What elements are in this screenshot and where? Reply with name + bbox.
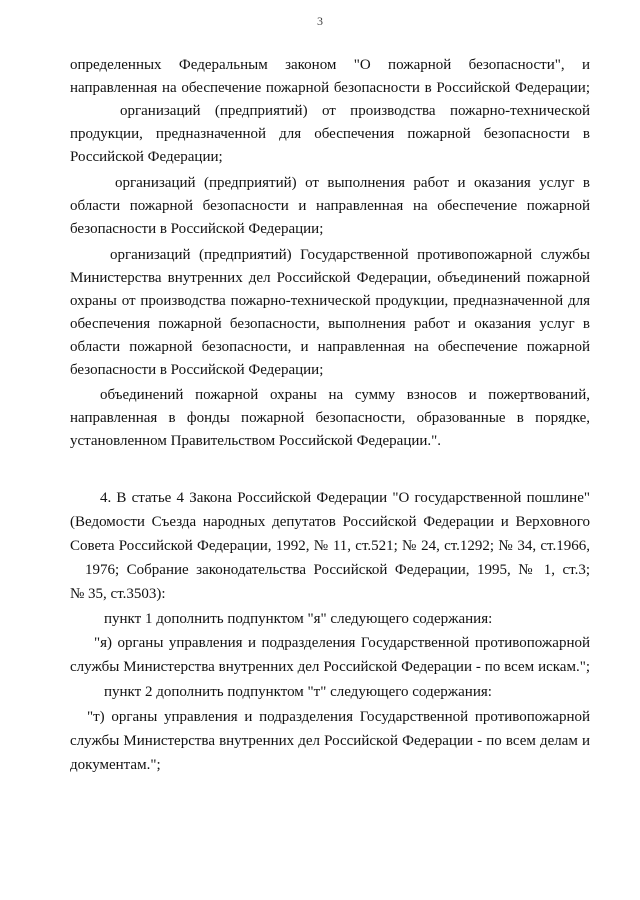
text-line: установленном Правительством Российской Федерации.". — [70, 433, 442, 449]
text-line: 1976; Собрание законодательства Российской Федерации, 1995, № 1, ст.3; — [85, 562, 590, 578]
text-line: службы Министерства внутренних дел Российской Федерации - по всем искам."; — [70, 659, 590, 675]
text-line: определенных Федеральным законом "О пожарной безопасности", и — [70, 57, 590, 73]
text-line: организаций (предприятий) Государственной противопожарной службы — [110, 247, 590, 263]
text-line: 4. В статье 4 Закона Российской Федерации "О государственной пошлине" — [100, 490, 590, 506]
text-line: "т) органы управления и подразделения Государственной противопожарной — [87, 709, 590, 725]
text-line: направленная в фонды пожарной безопасности, образованные в порядке, — [70, 410, 590, 426]
text-line: пункт 1 дополнить подпунктом "я" следующего содержания: — [104, 611, 493, 627]
text-line: безопасности в Российской Федерации; — [70, 362, 324, 378]
text-line: Российской Федерации; — [70, 149, 223, 165]
text-line: организаций (предприятий) от производства пожарно-технической — [120, 103, 590, 119]
text-line: Совета Российской Федерации, 1992, № 11, ст.521; № 24, ст.1292; № 34, ст.1966, — [70, 538, 590, 554]
text-line: Министерства внутренних дел Российской Федерации, объединений пожарной — [70, 270, 590, 286]
text-line: области пожарной безопасности и направленная на обеспечение пожарной — [70, 198, 590, 214]
text-line: безопасности в Российской Федерации; — [70, 221, 324, 237]
text-line: области пожарной безопасности, и направленная на обеспечение пожарной — [70, 339, 590, 355]
text-line: охраны от производства пожарно-технической продукции, предназначенной для — [70, 293, 590, 309]
text-line: пункт 2 дополнить подпунктом "т" следующего содержания: — [104, 684, 492, 700]
text-line: "я) органы управления и подразделения Государственной противопожарной — [94, 635, 590, 651]
text-line: службы Министерства внутренних дел Российской Федерации - по всем делам и — [70, 733, 590, 749]
text-line: (Ведомости Съезда народных депутатов Российской Федерации и Верховного — [70, 514, 590, 530]
text-line: документам."; — [70, 757, 161, 773]
text-line: объединений пожарной охраны на сумму взносов и пожертвований, — [100, 387, 590, 403]
text-line: № 35, ст.3503): — [70, 586, 166, 602]
text-line: продукции, предназначенной для обеспечения пожарной безопасности в — [70, 126, 590, 142]
text-line: направленная на обеспечение пожарной безопасности в Российской Федерации; — [70, 80, 590, 96]
text-line: обеспечения пожарной безопасности, выполнения работ и оказания услуг в — [70, 316, 590, 332]
page-number: 3 — [317, 14, 323, 28]
text-line: организаций (предприятий) от выполнения работ и оказания услуг в — [115, 175, 590, 191]
